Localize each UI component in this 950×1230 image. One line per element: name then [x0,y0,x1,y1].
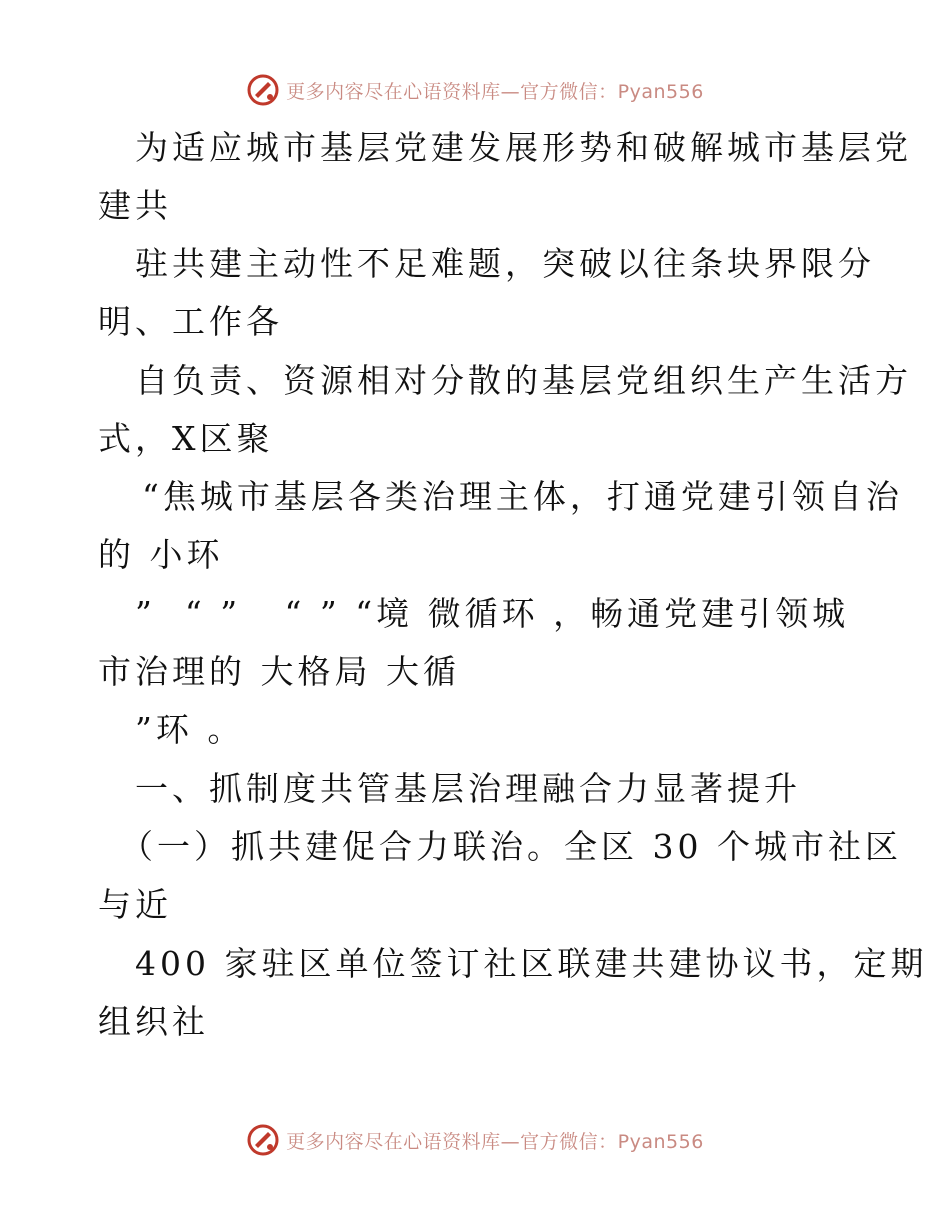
header-watermark [0,70,950,110]
footer-watermark-text: 更多内容尽在心语资料库—官方微信：Pyan556 [286,1130,704,1153]
body-line-8: 的 小环 [98,535,224,574]
body-line-1: 为适应城市基层党建发展形势和破解城市基层党 [135,128,912,167]
red-circle-logo-icon [246,1123,280,1157]
body-line-7: “焦城市基层各类治理主体，打通党建引领自治 [142,477,903,516]
body-line-5: 自负责、资源相对分散的基层党组织生产生活方 [135,361,912,400]
body-line-10: 市治理的 大格局 大循 [98,652,460,691]
body-line-15: 400 家驻区单位签订社区联建共建协议书，定期 [135,944,928,983]
body-line-9: ” “ ” “ ” “境 微循环 ，畅通党建引领城 [135,594,850,633]
red-circle-logo-icon [246,73,280,107]
header-watermark-text: 更多内容尽在心语资料库—官方微信：Pyan556 [286,80,704,103]
body-line-3: 驻共建主动性不足难题，突破以往条块界限分 [135,244,875,283]
body-line-11: ”环 。 [135,710,245,749]
body-line-16: 组织社 [98,1002,209,1041]
footer-watermark [0,1120,950,1160]
body-line-13: （一）抓共建促合力联治。全区 30 个城市社区 [120,827,902,866]
section-heading-1: 一、抓制度共管基层治理融合力显著提升 [135,769,801,808]
body-line-6: 式，X区聚 [98,419,274,458]
body-line-14: 与近 [98,885,172,924]
body-line-2: 建共 [98,186,172,225]
body-line-4: 明、工作各 [98,302,283,341]
